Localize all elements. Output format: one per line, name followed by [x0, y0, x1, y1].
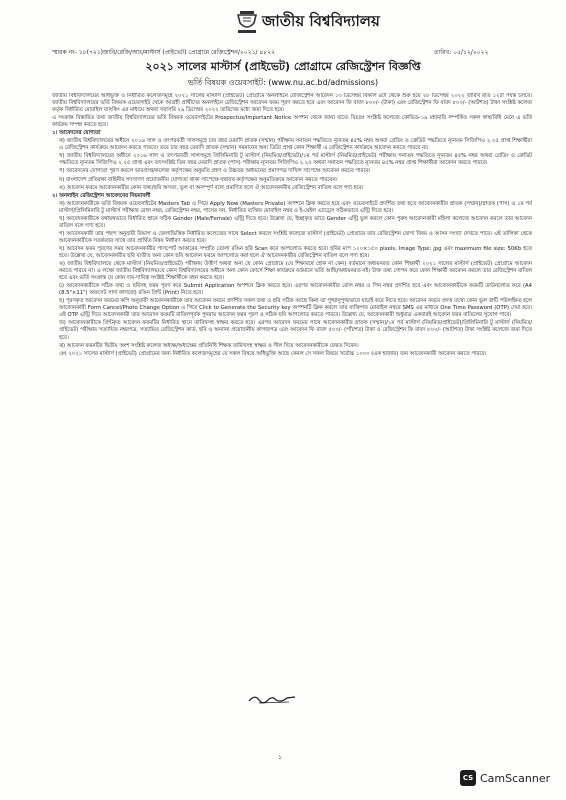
- page-number: ১: [278, 753, 283, 761]
- notice-paragraph: গ) আবেদনকারী তার পছন্দ অনুযায়ী বিভাগ ও জেলাভিত্তিক নির্ধারিত কলেজের সাথে Select করলে সংশ্লিষ্ট কলেজে মাস্টার্স (প্রাইভেট) প্রোগ্রামে তার রেজিস্ট্রেশন যোগ্য বিষয় ও আসন সংখ্যা দেখতে পাবে। এই তালিকা থেকে আবেদনকারীকে সতর্কতার সাথে তার প্রার্থিত বিষয় নির্ধারণ করতে হবে।: [59, 230, 532, 244]
- notice-paragraph: ক) জাতীয় বিশ্ববিদ্যালয়ের অধীনে ২০১৬ সাল ও তৎপরবর্তী সালসমূহে চার বছর মেয়াদি স্নাতক (সম্মান) পরীক্ষায় সনাতন পদ্ধতিতে ন্যূনতম ৪৫% নম্বর অথবা গ্রেডিং ও ক্রেডিট পদ্ধতিতে ন্যূনতম সিজিপিএ ২.২৫ প্রাপ্ত শিক্ষার্থীরা এ রেজিস্ট্রেশন কার্যক্রমে আবেদন করতে পারবে। তবে চার বছর মেয়াদি স্নাতক (সম্মান) সমমানের অন্য ডিগ্রি প্রাপ্ত কোন শিক্ষার্থী এ রেজিস্ট্রেশন কার্যক্রমে আবেদন করতে পারবে না।: [59, 138, 532, 152]
- notice-paragraph: জ) আবেদনকারীকে প্রিন্টকৃত আবেদন ফরমটির নির্ধারিত স্থানে তারিখসহ স্বাক্ষর করতে হবে। এরপর আবেদন ফরমের সাথে আবেদনকারীর স্নাতক (সম্মান)/১ম পর্ব মাস্টার্স (নিয়মিত/প্রাইভেট)/প্রিলিমিনারি টু মাস্টার্স (নিয়মিত/প্রাইভেট) পরীক্ষার সত্যায়িত নম্বরপত্র, সত্যায়িত রেজিস্ট্রেশন কার্ড, ছবি ও অন্যান্য প্রয়োজনীয় কাগজপত্র এবং আবেদন ফি বাবদ ৫০০/- (পাঁচশত) টাকা ও রেজিস্ট্রেশন ফি বাবদ ৮০০/- (আটশত) টাকা সংশ্লিষ্ট কলেজে জমা দিতে হবে।: [59, 320, 532, 341]
- website-url-link[interactable]: (www.nu.ac.bd/admissions): [268, 78, 379, 87]
- section-heading: ১। আবেদনের যোগ্যতা: [52, 130, 101, 137]
- notice-paragraph: ঘ) বাংলাদেশ প্রতিরক্ষা বাহিনীর সদস্যগণ প্রয়োজনীয় যোগ্যতা থাকা সাপেক্ষে যথাযথ কর্তৃপক্ষের অনুমতিক্রমে আবেদন করতে পারবেন।: [59, 176, 338, 183]
- university-name: জাতীয় বিশ্ববিদ্যালয়: [262, 12, 380, 30]
- notice-paragraph: ক) আবেদনকারীকে ভর্তি বিষয়ক ওয়েবসাইটের Masters Tab এ গিয়ে Apply Now (Masters Private) অপশনে ক্লিক করতে হবে এবং ওয়েবসাইটে প্রদর্শিত তথ্য হতে আবেদনকারীর স্নাতক (সম্মান)/স্নাতক (পাস) ও ১ম পর্ব মাস্টার্স/প্রিলিমিনারি টু মাস্টার্স পরীক্ষার রোল নম্বর, রেজিস্ট্রেশন নম্বর, পাসের সন, নির্ধারিত ব্যক্তির মোবাইল নম্বর ও ই-মেইল এ্যাড্রেস সঠিকভাবে এন্ট্রি দিতে হবে।: [59, 200, 532, 214]
- admission-website-line: [0, 77, 566, 90]
- section-heading: ২। অনলাইন রেজিস্ট্রেশন আবেদনের নিয়মাবলী: [52, 192, 151, 199]
- camscanner-watermark: CamScanner: [480, 772, 551, 785]
- notice-paragraph: গ) আবেদনের যোগ্যতা পূরণ করলে ভারপ্রাপ্ত/কলেজ কর্তৃপক্ষের অনুমতি গ্রহণ ও উচ্চতর অধ্যয়নের প্রমাণপত্র দাখিল সাপেক্ষে আবেদন করতে পারবে।: [59, 168, 371, 175]
- notice-paragraph: ঙ) জাতীয় বিশ্ববিদ্যালয়ে থেকে মাস্টার্স (নিয়মিত/প্রাইভেট) পরীক্ষায় উত্তীর্ণ অথবা অন্য যে কোন প্রোগ্রামে (যে শিক্ষাবর্ষে হোক না কেন) বর্তমানে অধ্যয়নরত কোন শিক্ষার্থী ২০২১ সালের মাস্টার্স (প্রাইভেট) প্রোগ্রামে আবেদন করতে পারবে না। এ লক্ষ্যে জাতীয় বিশ্ববিদ্যালয়/যে কোন বিশ্ববিদ্যালয়ের অধীনে অন্য কোন কোর্সে শিক্ষা কার্যক্রমে বর্তমানে ভর্তি আছি/অধ্যয়নরত নই। উক্ত তথ্য গোপন করে কোন শিক্ষার্থী আবেদন করলে তার রেজিস্ট্রেশন বাতিল হবে এবং ভর্তি সংক্রান্ত যে কোন দায়-দায়িত্ব সংশ্লিষ্ট শিক্ষার্থীকে বহন করতে হবে।: [59, 261, 532, 282]
- memo-number: স্মারক নং- ১৮(৭২১)জাবি/রেজি/আঃ/মাস্টার্স (প্রাইভেট) প্রোগ্রামে রেজিস্ট্রেশন/২০২১/ ৪৮২২: [52, 49, 276, 56]
- notice-title: ২০২১ সালের মাস্টার্স (প্রাইভেট) প্রোগ্রামে রেজিস্ট্রেশন বিজ্ঞপ্তি: [145, 60, 421, 73]
- notice-paragraph: চ) আবেদনকারীকে সঠিক তথ্য ও ছবিসহ ফরম পূরণ করে Submit Application অপশনে ক্লিক করতে হবে। এরপর আবেদনকারীর রোল নম্বর ও পিন নম্বর প্রদর্শিত হবে এবং আবেদনকারীকে ফরমটি ডাউনলোড করে (A4 (8.5"×11") অফসেট সাদা কাগজে) রঙিন প্রিন্ট (Print) নিতে হবে।: [59, 283, 532, 297]
- notice-paragraph: ঙ) আবেদন ফরমে আবেদনকারীর কোন তথ্য/ছবি অসত্য, ভুল বা অসম্পূর্ণ বলে প্রমাণিত হলে ঐ আবেদনকারীর রেজিস্ট্রেশন বাতিল বলে গণ্য হবে।: [59, 184, 364, 191]
- notice-paragraph: খ) জাতীয় বিশ্ববিদ্যালয়ের অধীনে ২০১৬ সাল ও তৎপরবর্তী সালসমূহে প্রিলিমিনারি টু মাস্টার্স (নিয়মিত/প্রাইভেট)/১ম পর্ব মাস্টার্স (নিয়মিত/প্রাইভেট) পরীক্ষায় সনাতন পদ্ধতিতে ন্যূনতম ৪৫% নম্বর অথবা গ্রেডিং ও ক্রেডিট পদ্ধতিতে ন্যূনতম সিজিপিএ ২.২৫ প্রাপ্ত এবং তৎসংশ্লিষ্ট তিন বছর মেয়াদি স্নাতক (পাস) পরীক্ষায় ন্যূনতম সিজিপিএ ২.২৫ অথবা সনাতন পদ্ধতিতে ন্যূনতম ৪৫% নম্বর প্রাপ্ত শিক্ষার্থীরা আবেদন করতে পারবে।: [59, 153, 532, 167]
- notice-body: [52, 93, 532, 678]
- notice-paragraph: ছ) পূরণকৃত আবেদন ফরমের কপি অনুযায়ী আবেদনকারীকে তার আবেদন ফরমে প্রদর্শিত সকল তথ্য ও ছবি সঠিক আছে কিনা তা পুঙ্খানুপুঙ্খভাবে যাচাই করে নিতে হবে। আবেদন ফরমে প্রদত্ত তথ্যে কোন ভুল ত্রুটি পরিলক্ষিত হলে আবেদনকারী Form Cancel/Photo Change Option এ গিয়ে Click to Generate the Security key অপশনটি ক্লিক করলে তার ব্যক্তিগত মোবাইল নম্বরে SMS এর মাধ্যমে One Time Password (OTP) দেয়া হবে। এই OTP এন্ট্রি দিয়ে আবেদনকারী তার আবেদন ফরমটি বাতিলপূর্বক পুনরায় আবেদন ফরম পূরণ ও সঠিক ছবি আপলোড করতে পারবে। উল্লেখ্য যে, আবেদনকারী শুধুমাত্র একবারই আবেদন ফরম বাতিলের সুযোগ পাবে।: [59, 298, 532, 319]
- notice-paragraph: ঘ) আবেদন ফরম পূরণের সময় আবেদনকারীর পাসপোর্ট আকারের সম্প্রতি তোলা রঙিন ছবি Scan করে আপলোড করতে হবে। ছবির মাপ ১২০×১৫০ pixels, Image Type: jpg এবং maximum file size: 50Kb হতে হবে। উল্লেখ্য যে, আবেদনকারীর ছবি ব্যতীত অন্য কোন ছবি আবেদন ফরমে আপলোড করা হলে ঐ আবেদনকারীর রেজিস্ট্রেশন বাতিল বলে গণ্য হবে।: [59, 245, 532, 259]
- issue-date: তারিখ: ০৫/১২/২০২২: [434, 49, 489, 56]
- signature-icon: [245, 688, 301, 708]
- university-logo-icon: [235, 9, 259, 35]
- notice-paragraph: এ সংক্রান্ত বিস্তারিত তথ্য জাতীয় বিশ্ববিদ্যালয়ের ভর্তি বিষয়ক ওয়েবসাইটের Prospectus/Important Notice অপশন থেকে জানা যাবে। বিঃদ্রঃ সংশ্লিষ্ট কলেজে কোভিড-১৯ মহামারি সম্পর্কিত সকল স্বাস্থ্যবিধি মেনে এ ভর্তি কার্যক্রম সম্পন্ন করতে হবে।: [52, 115, 532, 129]
- website-label: ভর্তি বিষয়ক ওয়েবসাইট:: [187, 78, 266, 87]
- notice-paragraph: ঞ) ২০২১ সালের মাস্টার্স (প্রাইভেট) প্রোগ্রামের জন্য নির্ধারিত কলেজসমূহের যে সকল বিষয়ে অধিভুক্তি আছে কেবল সে সকল বিষয়ে সর্বোচ্চ ১০০০ (এক হাজার) জন আবেদনকারী আবেদন করতে পারবে।: [59, 350, 487, 357]
- camscanner-logo-icon: CS: [460, 770, 476, 786]
- notice-paragraph: জাতীয় বিশ্ববিদ্যালয়ের অধিভুক্ত ও নির্ধারিত কলেজসমূহে ২০২১ সালের মাস্টার্স (প্রাইভেট) প্রোগ্রামে অনলাইনে রেজিস্ট্রেশন আবেদন ১৩ ডিসেম্বর বিকাল ৪টা থেকে শুরু হয়ে ২৮ ডিসেম্বর ২০২২ তারিখ রাত ১২টা পর্যন্ত চলবে। জাতীয় বিশ্ববিদ্যালয়ের ভর্তি বিষয়ক ওয়েবসাইট থেকে আগ্রহী প্রার্থীদের অনলাইনে রেজিস্ট্রেশন আবেদন ফরম পূরণ করতে হবে এবং আবেদন ফি বাবদ ৮০০/- (টাকা) এবং রেজিস্ট্রেশন ফি বাবদ ৮০০/- (আটশত) টাকা সংশ্লিষ্ট কলেজ কর্তৃক নির্ধারিত মোবাইল ব্যাংকিং এর মাধ্যমে অথবা সরাসরি ২৯ ডিসেম্বর ২০২২ তারিখের মধ্যে জমা দিতে হবে।: [52, 93, 532, 114]
- notice-paragraph: ঝ) আবেদন ফরমটির দ্বিতীয় অংশ সংশ্লিষ্ট কলেজ অধ্যক্ষ/অধ্যক্ষের প্রতিনিধি শিক্ষক তারিখসহ স্বাক্ষর ও সীল দিয়ে আবেদনকারীকে ফেরত দিবেন।: [59, 342, 359, 349]
- notice-paragraph: খ) আবেদনকারীকে যথাযথভাবে নির্ধারিত স্থানে সঠিক Gender (Male/Female) এন্ট্রি দিতে হবে। উল্লেখ্য যে, ইচ্ছাকৃত ভাবে Gender এন্ট্রি ভুল করলে কোন পুরুষ আবেদনকারী মহিলা কলেজে আবেদন করলে তার আবেদন বাতিল বলে গণ্য হবে।: [59, 215, 532, 229]
